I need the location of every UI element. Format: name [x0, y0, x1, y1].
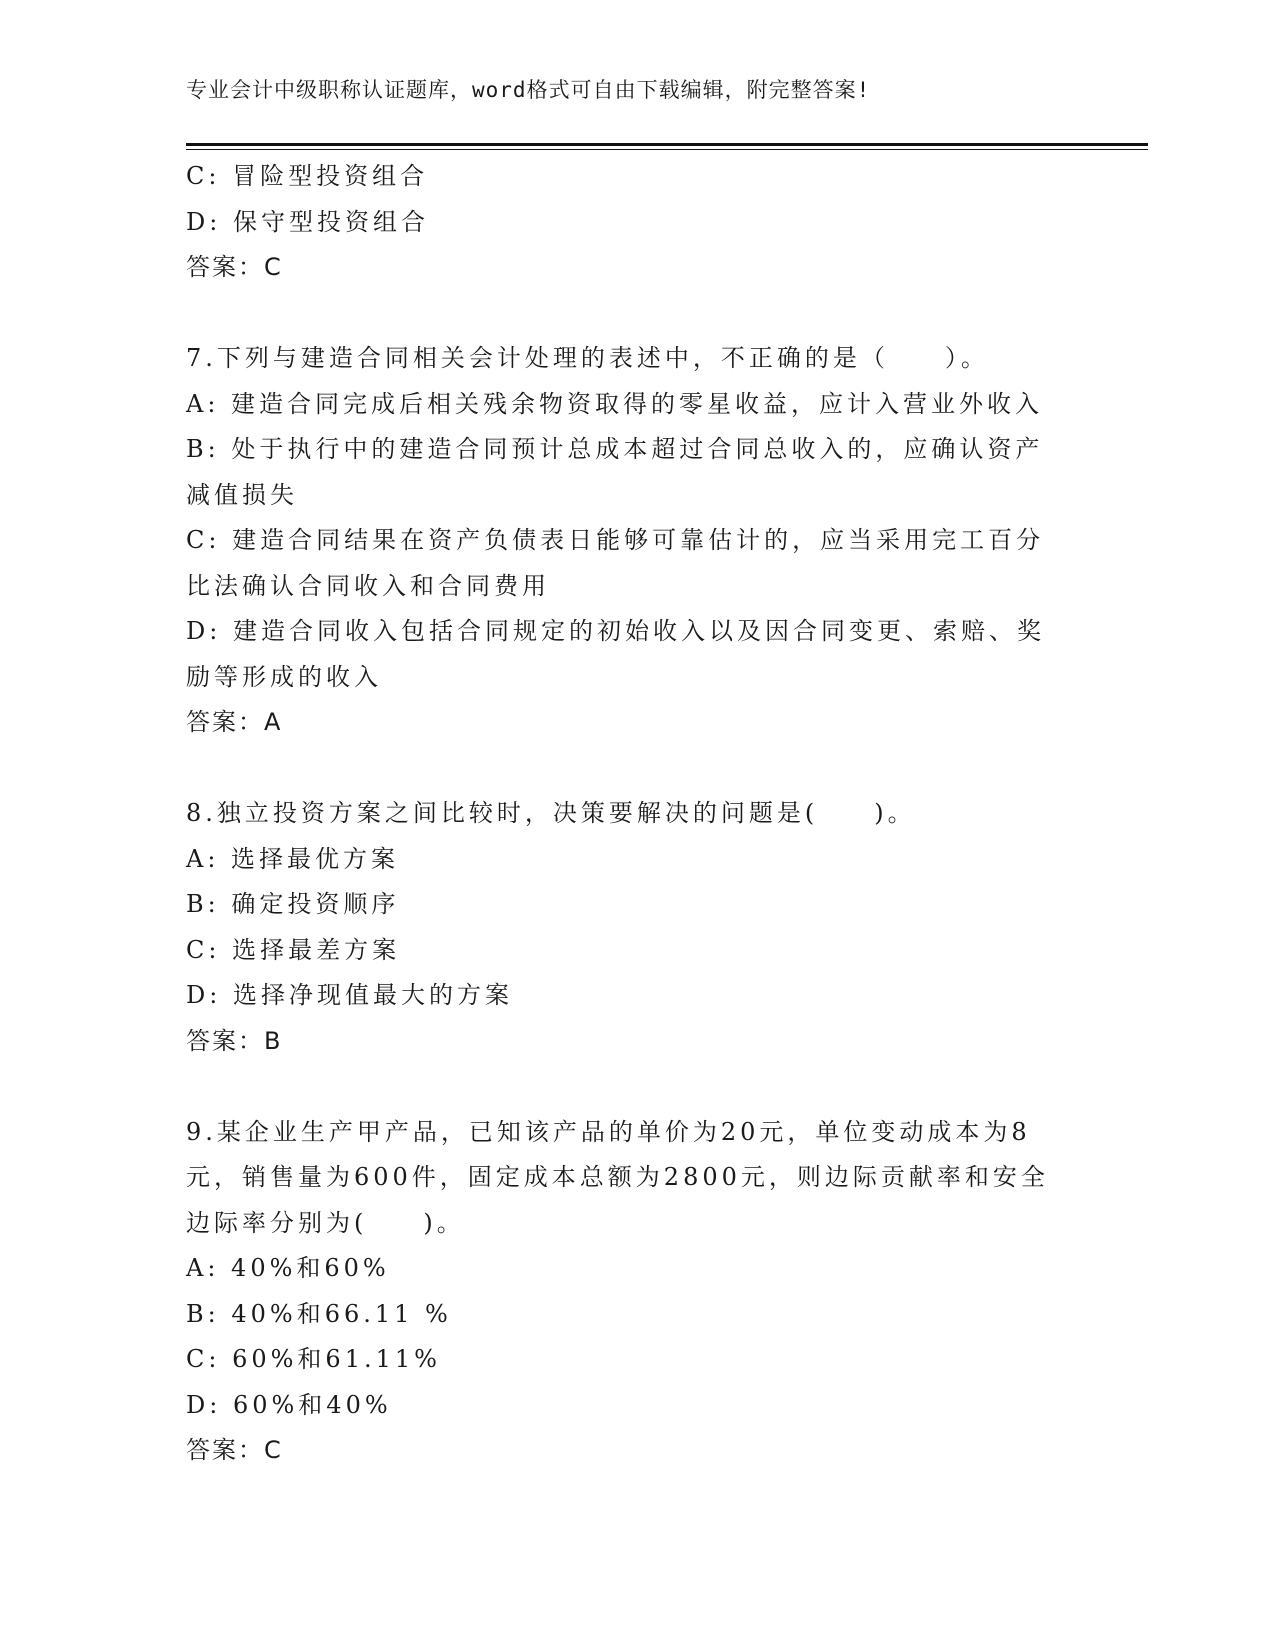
- q8-answer: 答案：B: [186, 1026, 283, 1055]
- q7-answer: 答案：A: [186, 708, 283, 736]
- question-content: [186, 154, 1066, 1474]
- q7-option-d-line1: D: 建造合同收入包括合同规定的初始收入以及因合同变更、索赔、奖: [186, 617, 1045, 645]
- spacer: [186, 1064, 1066, 1110]
- spacer: [186, 746, 1066, 792]
- header-divider-thick: [186, 143, 1148, 146]
- q7-option-c-line2: 比法确认合同收入和合同费用: [186, 571, 550, 600]
- q6-answer: 答案：C: [186, 253, 283, 281]
- spacer: [186, 291, 1066, 337]
- q8-option-c: C: 选择最差方案: [186, 935, 401, 964]
- q7-stem: 7.下列与建造合同相关会计处理的表述中，不正确的是（ ）。: [186, 344, 989, 372]
- q9-answer: 答案：C: [186, 1436, 283, 1464]
- q9-option-a: A: 40%和60%: [186, 1254, 390, 1282]
- q8-option-b: B: 确定投资顺序: [186, 890, 400, 918]
- q7-option-a: A: 建造合同完成后相关残余物资取得的零星收益，应计入营业外收入: [186, 389, 1044, 418]
- q8-option-d: D: 选择净现值最大的方案: [186, 981, 513, 1009]
- q6-option-d: D: 保守型投资组合: [186, 207, 429, 236]
- header-divider-thin: [186, 149, 1148, 150]
- q9-stem-line1: 9.某企业生产甲产品，已知该产品的单价为20元，单位变动成本为8: [186, 1117, 1031, 1146]
- page-header: 专业会计中级职称认证题库，word格式可自由下载编辑，附完整答案!: [186, 78, 871, 102]
- q9-option-c: C: 60%和61.11%: [186, 1345, 441, 1373]
- q7-option-b-line1: B: 处于执行中的建造合同预计总成本超过合同总收入的，应确认资产: [186, 435, 1044, 463]
- q6-option-c: C: 冒险型投资组合: [186, 162, 429, 190]
- q9-stem-line2: 元，销售量为600件，固定成本总额为2800元，则边际贡献率和安全: [186, 1163, 1049, 1191]
- q8-stem: 8.独立投资方案之间比较时，决策要解决的问题是( )。: [186, 799, 916, 827]
- q8-option-a: A: 选择最优方案: [186, 844, 400, 873]
- q7-option-d-line2: 励等形成的收入: [186, 662, 382, 691]
- q7-option-b-line2: 减值损失: [186, 480, 298, 509]
- q9-option-d: D: 60%和40%: [186, 1390, 392, 1419]
- q7-option-c-line1: C: 建造合同结果在资产负债表日能够可靠估计的，应当采用完工百分: [186, 526, 1045, 554]
- q9-stem-line3: 边际率分别为( )。: [186, 1208, 465, 1237]
- q9-option-b: B: 40%和66.11 %: [186, 1299, 452, 1328]
